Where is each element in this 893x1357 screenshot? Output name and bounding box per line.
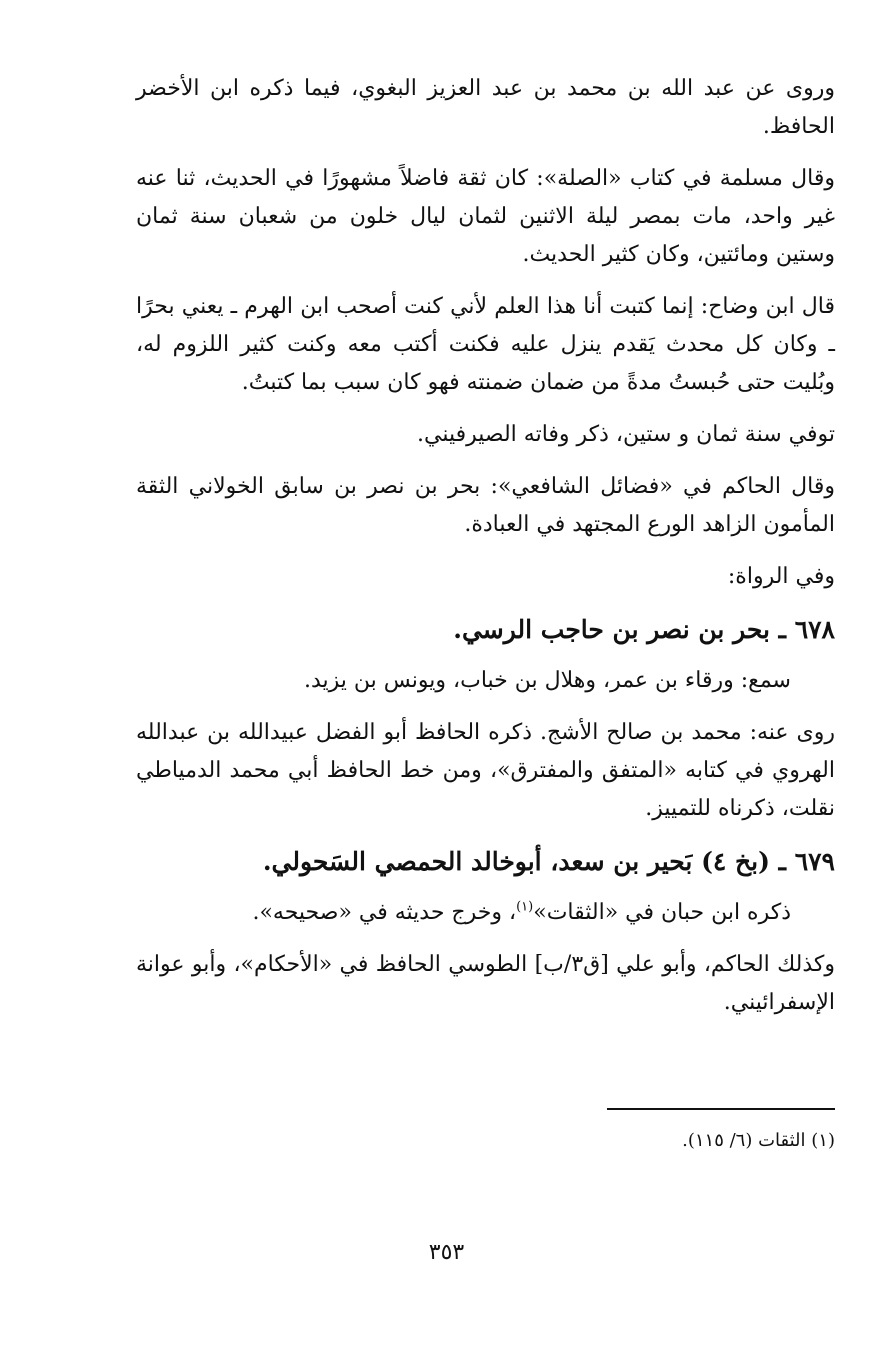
main-text xyxy=(136,70,835,1036)
paragraph-ruwat: وفي الرواة: xyxy=(727,564,835,589)
paragraph-death: توفي سنة ثمان و ستين، ذكر وفاته الصيرفيني. xyxy=(416,422,835,447)
entry-679-line1 xyxy=(136,894,835,932)
page-number: ٣٥٣ xyxy=(428,1240,465,1265)
paragraph-hakim: وقال الحاكم في «فضائل الشافعي»: بحر بن نصر بن سابق الخولاني الثقة المأمون الزاهد الورع المجتهد في العبادة. xyxy=(136,474,835,537)
paragraph-maslama: وقال مسلمة في كتاب «الصلة»: كان ثقة فاضلاً مشهورًا في الحديث، ثنا عنه غير واحد، مات بمصر ليلة الاثنين لثمان ليال خلون من شعبان سنة ثمان وستين ومائتين، وكان كثير الحديث. xyxy=(136,166,835,267)
entry-679-line2: وكذلك الحاكم، وأبو علي [ق٣/ب] الطوسي الحافظ في «الأحكام»، وأبو عوانة الإسفرائيني. xyxy=(136,952,836,1015)
footnote-divider xyxy=(607,1108,835,1110)
entry-heading-678: ٦٧٨ ـ بحر بن نصر بن حاجب الرسي. xyxy=(453,615,835,644)
paragraph-baghawi: وروى عن عبد الله بن محمد بن عبد العزيز البغوي، فيما ذكره ابن الأخضر الحافظ. xyxy=(136,76,835,139)
entry-heading-679: ٦٧٩ ـ (بخ ٤) بَحير بن سعد، أبوخالد الحمصي السَحولي. xyxy=(262,847,835,876)
footnote: (١) الثقات (٦/ ١١٥). xyxy=(682,1130,835,1151)
paragraph-ibn-waddah: قال ابن وضاح: إنما كتبت أنا هذا العلم لأني كنت أصحب ابن الهرم ـ يعني بحرًا ـ وكان كل محدث يَقدم ينزل عليه فكنت أكتب معه وكنت كثير اللزوم له، وبُليت حتى حُبستُ مدةً من ضمان ضمنته فهو كان سبب بما كتبتُ. xyxy=(136,294,836,395)
footnote-marker: (١) xyxy=(516,899,534,915)
entry-678-sama: سمع: ورقاء بن عمر، وهلال بن خباب، ويونس بن يزيد. xyxy=(303,668,791,693)
entry-679-line1-after: ، وخرج حديثه في «صحيحه». xyxy=(252,900,517,925)
entry-679-line1-before: ذكره ابن حبان في «الثقات» xyxy=(533,900,791,925)
entry-678-rawa: روى عنه: محمد بن صالح الأشج. ذكره الحافظ أبو الفضل عبيدالله بن عبدالله الهروي في كتابه «المتفق والمفترق»، ومن خط الحافظ أبي محمد الدمياطي نقلت، ذكرناه للتمييز. xyxy=(136,720,835,821)
